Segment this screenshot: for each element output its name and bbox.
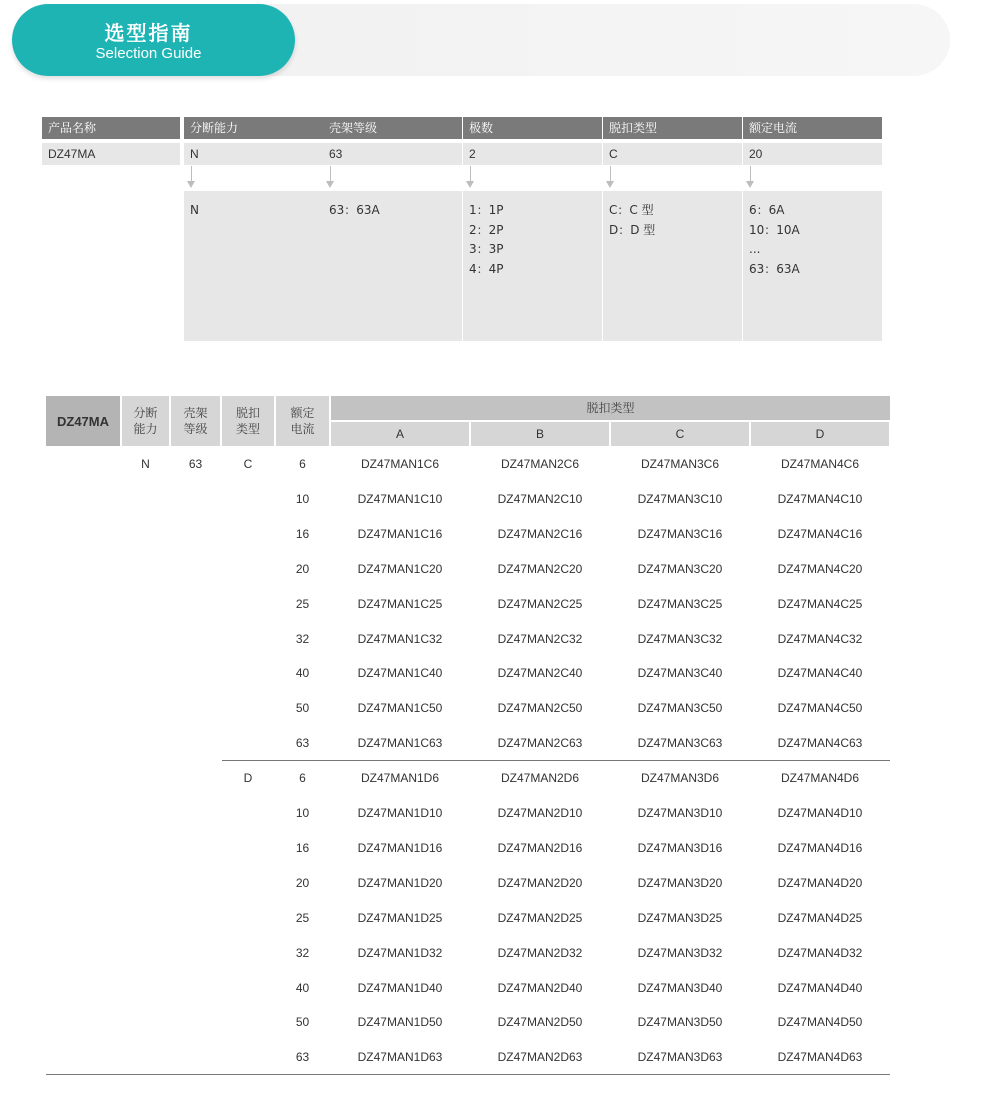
model-code: DZ47MAN3C32 — [637, 631, 723, 646]
model-code: DZ47MAN1D25 — [357, 910, 443, 925]
model-code: DZ47MAN2C10 — [497, 491, 583, 506]
table-header-breaking: 分断 能力 — [122, 396, 169, 446]
model-code: DZ47MAN3C6 — [640, 457, 720, 471]
model-code: DZ47MAN3D20 — [637, 875, 723, 890]
current-value: 40 — [295, 980, 310, 995]
model-code: DZ47MAN2C20 — [497, 561, 583, 576]
model-code: DZ47MAN3C25 — [637, 596, 723, 611]
current-value: 25 — [295, 596, 310, 611]
model-code: DZ47MAN4D25 — [777, 910, 863, 925]
trip-value: C — [243, 457, 253, 471]
model-code: DZ47MAN3C20 — [637, 561, 723, 576]
current-value: 63 — [295, 1050, 310, 1065]
model-code: DZ47MAN4D10 — [777, 806, 863, 820]
group-divider — [222, 760, 890, 761]
guide-options-3 — [463, 191, 602, 341]
model-code: DZ47MAN2D63 — [497, 1050, 583, 1065]
page-subtitle: Selection Guide — [95, 45, 202, 62]
model-code: DZ47MAN3D16 — [637, 840, 723, 855]
model-code: DZ47MAN2C32 — [497, 631, 583, 646]
model-code: DZ47MAN1C32 — [357, 631, 443, 646]
model-code: DZ47MAN1C25 — [357, 596, 443, 611]
model-code: DZ47MAN2D50 — [497, 1015, 583, 1030]
guide-header-2: 壳架等级 — [323, 117, 462, 139]
down-arrow-icon — [746, 166, 756, 190]
current-value: 20 — [295, 875, 310, 890]
model-code: DZ47MAN1C63 — [357, 736, 443, 751]
model-code: DZ47MAN2C25 — [497, 596, 583, 611]
current-value: 16 — [295, 840, 310, 855]
guide-option: N — [190, 203, 199, 217]
model-code: DZ47MAN1D50 — [357, 1015, 443, 1030]
current-value: 25 — [295, 910, 310, 925]
model-code: DZ47MAN2C16 — [497, 526, 583, 541]
model-code: DZ47MAN4D40 — [777, 980, 863, 995]
model-code: DZ47MAN2D40 — [497, 980, 583, 995]
frame-value: 63 — [188, 457, 203, 471]
current-value: 6 — [299, 457, 306, 471]
model-code: DZ47MAN2D32 — [497, 945, 583, 960]
model-code: DZ47MAN1D10 — [357, 806, 443, 820]
model-code: DZ47MAN1D20 — [357, 875, 443, 890]
current-value: 16 — [295, 526, 310, 541]
model-code: DZ47MAN4D16 — [777, 840, 863, 855]
model-code: DZ47MAN4C6 — [780, 457, 860, 471]
guide-options-1 — [184, 191, 323, 341]
model-code: DZ47MAN4C63 — [777, 736, 863, 751]
model-code: DZ47MAN2D25 — [497, 910, 583, 925]
table-header-product: DZ47MA — [46, 396, 120, 446]
guide-header-4: 脱扣类型 — [603, 117, 742, 139]
model-code: DZ47MAN3D50 — [637, 1015, 723, 1030]
guide-value-0: DZ47MA — [42, 143, 180, 165]
model-code: DZ47MAN1C6 — [360, 457, 440, 471]
model-code: DZ47MAN3D10 — [637, 806, 723, 820]
model-code: DZ47MAN4C50 — [777, 701, 863, 716]
model-code: DZ47MAN4D6 — [780, 771, 860, 786]
model-code: DZ47MAN2D10 — [497, 806, 583, 820]
down-arrow-icon — [466, 166, 476, 190]
guide-option: 6：6A — [749, 203, 785, 217]
guide-options-4 — [603, 191, 742, 341]
guide-header-0: 产品名称 — [42, 117, 180, 139]
model-code: DZ47MAN3D25 — [637, 910, 723, 925]
model-code: DZ47MAN2D20 — [497, 875, 583, 890]
table-bottom-rule — [46, 1074, 890, 1075]
model-code: DZ47MAN1D16 — [357, 840, 443, 855]
guide-options-5 — [743, 191, 882, 341]
guide-option: C：C 型 — [609, 203, 654, 217]
guide-option: 3：3P — [469, 242, 504, 256]
model-code: DZ47MAN4C20 — [777, 561, 863, 576]
down-arrow-icon — [326, 166, 336, 190]
table-header-trip-group: 脱扣类型 — [331, 396, 890, 420]
table-header-trip: 脱扣 类型 — [222, 396, 274, 446]
model-code: DZ47MAN1C10 — [357, 491, 443, 506]
model-code: DZ47MAN2C40 — [497, 666, 583, 681]
model-code: DZ47MAN1C40 — [357, 666, 443, 681]
guide-options-2 — [323, 191, 462, 341]
model-code: DZ47MAN3C50 — [637, 701, 723, 716]
model-code: DZ47MAN3D40 — [637, 980, 723, 995]
guide-value-3: 2 — [463, 143, 602, 165]
model-code: DZ47MAN4C32 — [777, 631, 863, 646]
model-code: DZ47MAN1D6 — [360, 771, 440, 786]
model-code: DZ47MAN4C10 — [777, 491, 863, 506]
guide-header-3: 极数 — [463, 117, 602, 139]
model-code: DZ47MAN3C40 — [637, 666, 723, 681]
model-code: DZ47MAN4D63 — [777, 1050, 863, 1065]
model-code: DZ47MAN1C16 — [357, 526, 443, 541]
current-value: 6 — [299, 771, 306, 786]
current-value: 50 — [295, 1015, 310, 1030]
guide-option: 4：4P — [469, 261, 504, 276]
guide-value-4: C — [603, 143, 742, 165]
guide-value-1: N — [184, 143, 323, 165]
page-title: 选型指南 — [104, 21, 193, 45]
model-code: DZ47MAN2C63 — [497, 736, 583, 751]
current-value: 10 — [295, 491, 310, 506]
model-code: DZ47MAN4C16 — [777, 526, 863, 541]
trip-value: D — [243, 771, 253, 786]
model-code: DZ47MAN2C6 — [500, 457, 580, 471]
current-value: 63 — [295, 736, 310, 751]
table-subheader-D: D — [751, 422, 889, 446]
current-value: 20 — [295, 561, 310, 576]
model-code: DZ47MAN2D6 — [500, 771, 580, 786]
model-code: DZ47MAN4D50 — [777, 1015, 863, 1030]
guide-header-1: 分断能力 — [184, 117, 323, 139]
guide-value-5: 20 — [743, 143, 882, 165]
guide-option: ... — [749, 242, 761, 256]
table-header-frame: 壳架 等级 — [171, 396, 220, 446]
guide-value-2: 63 — [323, 143, 462, 165]
table-subheader-A: A — [331, 422, 469, 446]
model-code: DZ47MAN3C16 — [637, 526, 723, 541]
table-subheader-C: C — [611, 422, 749, 446]
guide-option: 1：1P — [469, 203, 504, 217]
table-header-current: 额定 电流 — [276, 396, 329, 446]
model-code: DZ47MAN1C20 — [357, 561, 443, 576]
breaking-value: N — [141, 457, 150, 471]
model-code: DZ47MAN1D32 — [357, 945, 443, 960]
guide-option: 2：2P — [469, 222, 504, 237]
guide-option: 63：63A — [329, 203, 380, 217]
model-code: DZ47MAN4C25 — [777, 596, 863, 611]
model-code: DZ47MAN1C50 — [357, 701, 443, 716]
model-code: DZ47MAN3D63 — [637, 1050, 723, 1065]
model-code: DZ47MAN3C63 — [637, 736, 723, 751]
model-code: DZ47MAN3D6 — [640, 771, 720, 786]
down-arrow-icon — [606, 166, 616, 190]
model-code: DZ47MAN3C10 — [637, 491, 723, 506]
model-code: DZ47MAN2C50 — [497, 701, 583, 716]
model-code: DZ47MAN2D16 — [497, 840, 583, 855]
current-value: 32 — [295, 945, 310, 960]
down-arrow-icon — [187, 166, 197, 190]
current-value: 50 — [295, 701, 310, 716]
current-value: 32 — [295, 631, 310, 646]
current-value: 40 — [295, 666, 310, 681]
guide-option: 63：63A — [749, 261, 800, 276]
table-subheader-B: B — [471, 422, 609, 446]
guide-option: 10：10A — [749, 222, 800, 237]
model-code: DZ47MAN4C40 — [777, 666, 863, 681]
model-code: DZ47MAN4D32 — [777, 945, 863, 960]
model-code: DZ47MAN3D32 — [637, 945, 723, 960]
guide-header-5: 额定电流 — [743, 117, 882, 139]
model-code: DZ47MAN4D20 — [777, 875, 863, 890]
guide-option: D：D 型 — [609, 222, 656, 237]
model-code: DZ47MAN1D63 — [357, 1050, 443, 1065]
model-code: DZ47MAN1D40 — [357, 980, 443, 995]
current-value: 10 — [295, 806, 310, 820]
